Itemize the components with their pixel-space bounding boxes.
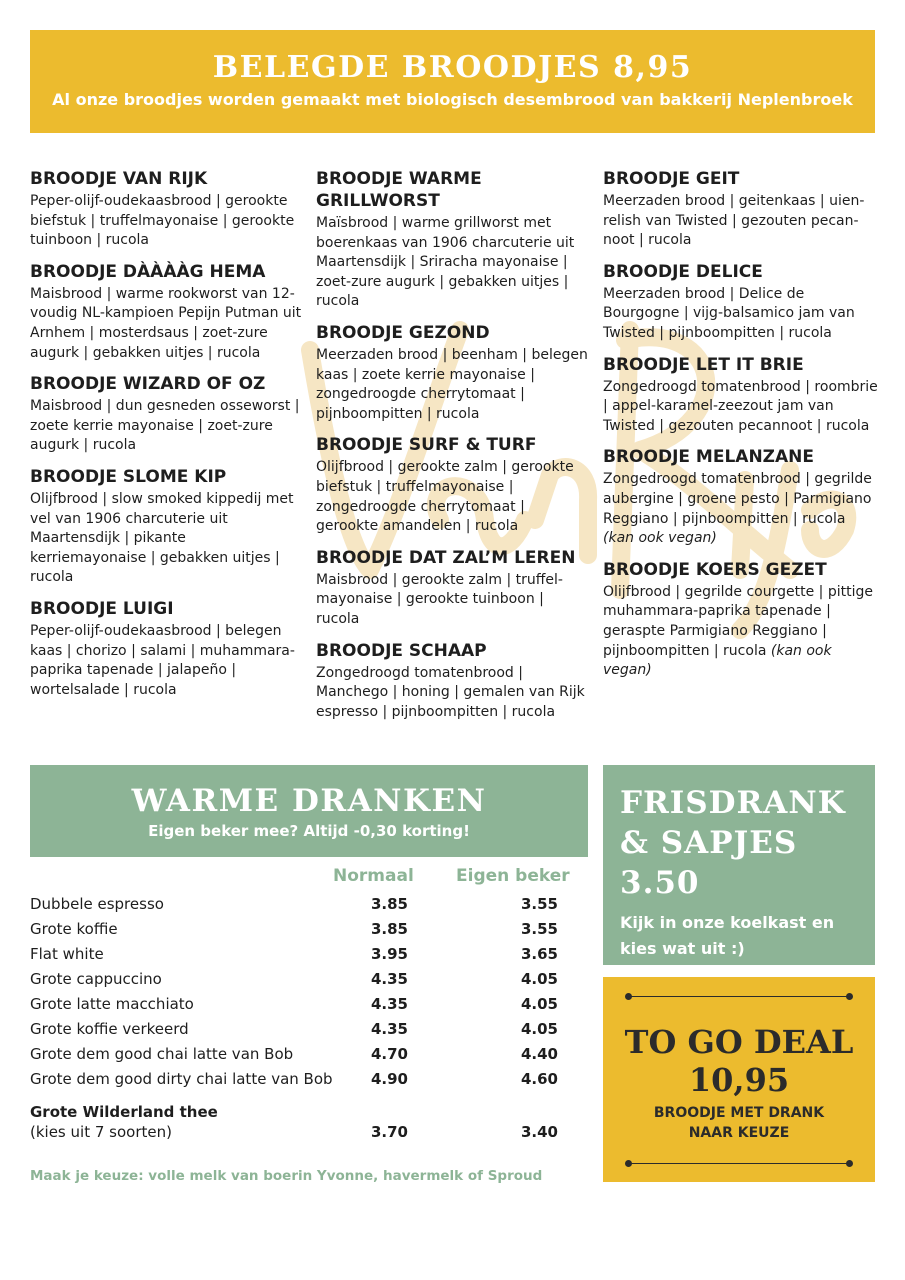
table-row [30,1017,590,1042]
item-name: BROODJE MELANZANE [603,447,814,468]
price-own-cup: 4.05 [520,1020,558,1038]
price-own-cup: 4.05 [520,995,558,1013]
drink-name: Grote cappuccino [30,970,162,988]
table-row [30,892,590,917]
sandwich-column-2 [316,168,591,732]
to-go-deal-price: 10,95 [688,1061,790,1099]
tea-subtext: (kies uit 7 soorten) [30,1123,172,1141]
menu-subtitle: Al onze broodjes worden gemaakt met biologisch desembrood van bakkerij Neplenbroek [52,90,853,109]
table-row [30,1067,590,1092]
table-header [30,866,590,890]
col-own-cup-header: Eigen beker [456,866,570,886]
drink-name: Flat white [30,945,104,963]
drink-name: Grote latte macchiato [30,995,194,1013]
menu-header [30,30,875,133]
price-own-cup: 3.65 [520,945,558,963]
price-normal: 4.90 [370,1070,408,1088]
to-go-deal-subtext [603,1103,875,1143]
menu-item [316,322,591,424]
item-name: BROODJE LET IT BRIE [603,354,804,375]
item-name: BROODJE GEZOND [316,322,490,343]
item-description: Meerzaden brood | beenham | belegen kaas | zoete kerrie mayonaise | zongedroogde cherrytomaat | pijnboompitten | rucola [316,346,588,422]
price-normal: 4.70 [370,1045,408,1063]
price-own-cup: 4.60 [520,1070,558,1088]
item-name: BROODJE GEIT [603,169,740,189]
price-own-cup: 4.05 [520,970,558,988]
item-name: BROODJE LUIGI [30,598,174,619]
menu-item [603,261,878,344]
price-normal: 3.85 [370,895,408,913]
item-description: Peper-olijf-oudekaasbrood | gerookte biefstuk | truffelmayonaise | gerookte tuinboon | rucola [30,193,295,249]
warm-drinks-title: WARME DRANKEN [131,783,487,819]
menu-item [30,168,305,251]
item-description: Olijfbrood | gerookte zalm | gerookte biefstuk | truffelmayonaise | zongedroogde cherrytomaat | gerookte amandelen | rucola [316,459,574,535]
to-go-deal-title: TO GO DEAL [624,1023,854,1061]
soft-drinks-title [620,783,875,903]
table-row [30,917,590,942]
menu-item [30,373,305,456]
soft-drinks-title-line2: & SAPJES [620,825,798,861]
item-name: BROODJE SURF & TURF [316,435,537,456]
menu-item [603,354,878,437]
drink-name: Grote dem good chai latte van Bob [30,1045,294,1063]
milk-choice-note: Maak je keuze: volle melk van boerin Yvonne, havermelk of Sproud [30,1168,543,1184]
menu-item [603,168,878,251]
menu-item [316,434,591,536]
soft-drinks-panel [603,765,875,965]
soft-drinks-title-line1: FRISDRANK [620,785,846,821]
price-normal: 4.35 [370,1020,408,1038]
menu-item [603,559,878,681]
table-row [30,967,590,992]
item-description: Peper-olijf-oudekaasbrood | belegen kaas | chorizo | salami | muhammara-paprika tapenade | jalapeño | wortelsalade | rucola [30,622,295,698]
tea-name: Grote Wilderland thee [30,1103,218,1121]
sandwich-column-3 [603,168,878,691]
menu-item [316,168,591,312]
price-normal: 3.95 [370,945,408,963]
item-name: BROODJE WARME GRILLWORST [316,169,482,211]
table-row [30,992,590,1017]
item-description [603,470,878,548]
vegan-note: (kan ook vegan) [603,530,717,547]
item-name: BROODJE WIZARD OF OZ [30,374,266,395]
to-go-deal-subtext-line1: BROODJE MET DRANK [653,1105,825,1121]
soft-drinks-price: 3.50 [620,865,700,901]
item-description: Maisbrood | gerookte zalm | truffel-mayonaise | gerookte tuinboon | rucola [316,571,563,627]
warm-drinks-subtitle: Eigen beker mee? Altijd -0,30 korting! [148,822,470,840]
item-name: BROODJE DAT ZAL’M LEREN [316,547,576,568]
drink-name: Grote koffie verkeerd [30,1020,189,1038]
price-normal: 4.35 [370,970,408,988]
item-description-text: Olijfbrood | gegrilde courgette | pittige muhammara-paprika tapenade | geraspte Parmigiano Reggiano | pijnboompitten | rucola [603,583,873,659]
menu-item [30,466,305,588]
item-description: Maïsbrood | warme grillworst met boerenkaas van 1906 charcuterie uit Maartensdijk | Sriracha mayonaise | zoet-zure augurk | gebakken uitjes | rucola [316,215,575,310]
drink-name: Dubbele espresso [30,895,164,913]
item-description: Olijfbrood | slow smoked kippedij met vel van 1906 charcuterie uit Maartensdijk | pikante kerriemayonaise | gebakken uitjes | rucola [30,490,294,586]
top-divider [628,996,850,997]
warm-drinks-header [30,765,588,857]
menu-title: BELEGDE BROODJES 8,95 [212,50,693,85]
drink-name: Grote koffie [30,920,118,938]
table-row [30,942,590,967]
warm-drinks-table [30,866,590,1146]
drink-name: Grote dem good dirty chai latte van Bob [30,1070,333,1088]
item-name: BROODJE KOERS GEZET [603,559,827,580]
item-description: Maisbrood | dun gesneden osseworst | zoete kerrie mayonaise | zoet-zure augurk | rucola [30,398,300,454]
item-description: Zongedroogd tomatenbrood | roombrie | appel-karamel-zeezout jam van Twisted | gezouten pecannoot | rucola [603,378,878,434]
price-own-cup: 4.40 [520,1045,558,1063]
item-name: BROODJE DELICE [603,261,763,282]
item-description [603,583,878,681]
bottom-divider [628,1163,850,1164]
item-name: BROODJE SCHAAP [316,640,487,661]
price-own-cup: 3.40 [520,1123,558,1141]
vegan-note: (kan ook vegan) [603,642,832,679]
col-normal-header: Normaal [333,866,414,886]
sandwich-column-1 [30,168,305,710]
item-description: Maisbrood | warme rookworst van 12-voudig NL-kampioen Pepijn Putman uit Arnhem | mosterdsaus | zoet-zure augurk | gebakken uitjes | rucola [30,285,302,361]
item-description-text: Zongedroogd tomatenbrood | gegrilde aubergine | groene pesto | Parmigiano Reggiano | pijnboompitten | rucola [603,471,872,527]
menu-item [603,446,878,548]
price-own-cup: 3.55 [520,920,558,938]
table-row-tea [30,1102,590,1146]
price-normal: 3.70 [370,1123,408,1141]
to-go-deal-panel [603,977,875,1182]
menu-item [30,261,305,363]
price-normal: 4.35 [370,995,408,1013]
item-name: BROODJE VAN RIJK [30,169,208,189]
item-description: Meerzaden brood | Delice de Bourgogne | vijg-balsamico jam van Twisted | pijnboompitten | rucola [603,285,855,341]
soft-drinks-note: Kijk in onze koelkast en kies wat uit :) [620,913,835,958]
table-row [30,1042,590,1067]
item-name: BROODJE SLOME KIP [30,466,227,487]
price-normal: 3.85 [370,920,408,938]
menu-item [316,547,591,630]
menu-item [30,598,305,700]
menu-item [316,640,591,723]
item-description: Meerzaden brood | geitenkaas | uien-relish van Twisted | gezouten pecan-noot | rucola [603,193,865,249]
item-description: Zongedroogd tomatenbrood | Manchego | honing | gemalen van Rijk espresso | pijnboompitten | rucola [316,664,585,720]
item-name: BROODJE DÀÀÀÀG HEMA [30,261,266,282]
to-go-deal-subtext-line2: NAAR KEUZE [688,1125,790,1141]
price-own-cup: 3.55 [520,895,558,913]
